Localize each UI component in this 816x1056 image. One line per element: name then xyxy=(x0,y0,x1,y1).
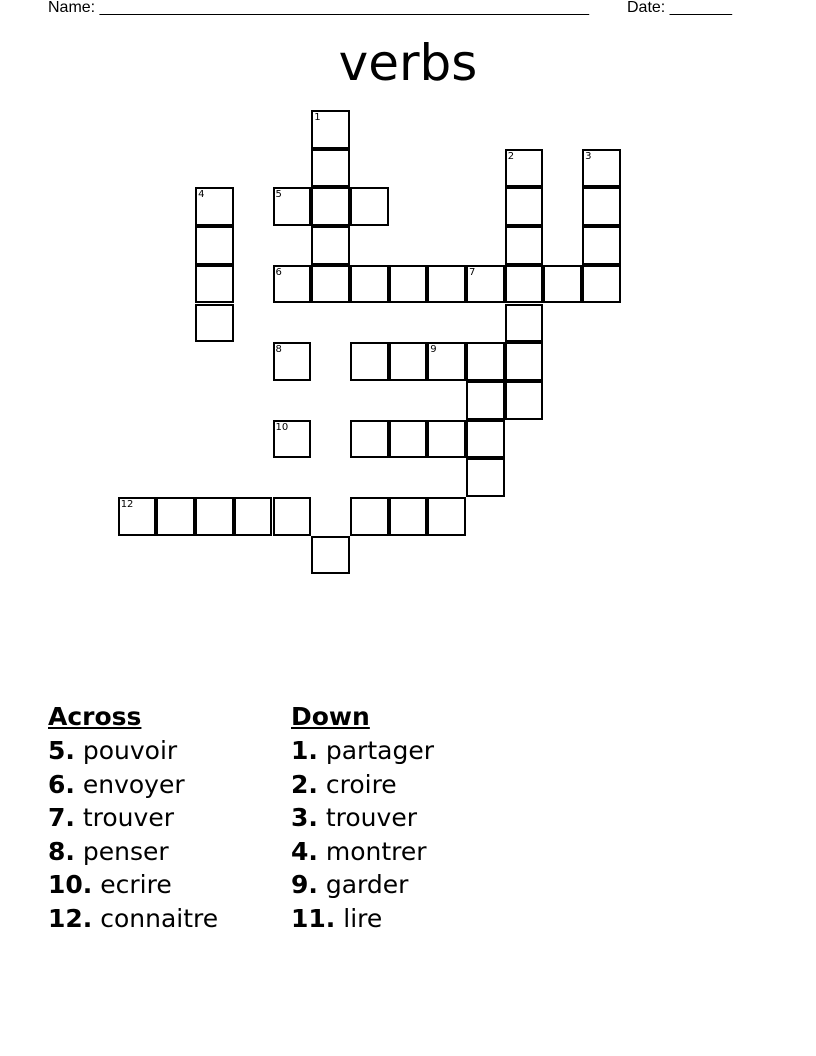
crossword-cell xyxy=(427,342,466,381)
crossword-cell xyxy=(273,420,312,459)
cell-number: 7 xyxy=(469,266,476,278)
down-heading: Down xyxy=(291,702,370,731)
crossword-cell xyxy=(505,187,544,226)
cell-number: 6 xyxy=(275,266,282,278)
crossword-cell xyxy=(350,187,389,226)
crossword-cell xyxy=(195,187,234,226)
crossword-cell xyxy=(350,342,389,381)
cell-number: 9 xyxy=(430,344,437,356)
crossword-cell xyxy=(156,497,195,536)
crossword-cell xyxy=(311,149,350,188)
crossword-cell xyxy=(273,342,312,381)
crossword-cell xyxy=(505,226,544,265)
clue-text: partager xyxy=(325,736,434,765)
clue-text: montrer xyxy=(325,836,427,866)
clue-item xyxy=(291,902,434,936)
crossword-cell xyxy=(350,265,389,304)
crossword-cell xyxy=(195,497,234,536)
cell-number: 4 xyxy=(198,189,205,201)
down-clues xyxy=(291,700,434,935)
crossword-cell xyxy=(273,187,312,226)
crossword-cell xyxy=(505,149,544,188)
clue-number: 2. xyxy=(291,769,318,799)
clue-number: 7. xyxy=(48,803,75,832)
clue-number: 11. xyxy=(291,903,336,933)
clue-number: 1. xyxy=(291,736,318,765)
clue-item xyxy=(291,868,434,902)
clue-item xyxy=(48,835,218,869)
clue-text: trouver xyxy=(325,803,417,832)
date-field: Date: _______ xyxy=(627,0,732,16)
cell-number: 1 xyxy=(314,112,321,123)
clue-text: croire xyxy=(325,769,397,799)
crossword-cell xyxy=(195,304,234,343)
crossword-cell xyxy=(350,497,389,536)
page-title: verbs xyxy=(338,34,478,92)
clue-item xyxy=(291,835,434,869)
crossword-cell xyxy=(543,265,582,304)
clue-item xyxy=(291,801,434,835)
clue-text: trouver xyxy=(82,803,174,832)
crossword-cell xyxy=(466,458,505,497)
crossword-cell xyxy=(311,536,350,575)
crossword-cell xyxy=(195,265,234,304)
cell-number: 8 xyxy=(275,344,282,356)
clue-text: connaitre xyxy=(100,903,219,933)
clue-number: 10. xyxy=(48,870,93,899)
crossword-cell xyxy=(427,497,466,536)
clue-number: 5. xyxy=(48,736,75,765)
crossword-cell xyxy=(466,265,505,304)
crossword-cell xyxy=(582,226,621,265)
crossword-cell xyxy=(273,265,312,304)
crossword-cell xyxy=(234,497,273,536)
clue-item xyxy=(48,868,218,902)
crossword-cell xyxy=(389,342,428,381)
crossword-cell xyxy=(505,381,544,420)
crossword-cell xyxy=(311,265,350,304)
clue-item xyxy=(48,801,218,835)
across-clues xyxy=(48,700,218,935)
clue-item xyxy=(291,768,434,802)
crossword-cell xyxy=(427,265,466,304)
crossword-cell xyxy=(389,420,428,459)
clue-text: pouvoir xyxy=(82,736,178,765)
crossword-cell xyxy=(582,265,621,304)
crossword-cell xyxy=(350,420,389,459)
clue-item xyxy=(291,734,434,768)
clue-item xyxy=(48,734,218,768)
clue-number: 6. xyxy=(48,769,75,799)
crossword-cell xyxy=(118,497,157,536)
cell-number: 5 xyxy=(275,189,282,201)
cell-number: 2 xyxy=(507,150,515,162)
crossword-cell xyxy=(273,497,312,536)
clue-text: garder xyxy=(325,870,409,899)
crossword-cell xyxy=(466,381,505,420)
cell-number: 12 xyxy=(120,499,134,510)
clue-text: envoyer xyxy=(82,769,185,799)
crossword-cell xyxy=(389,265,428,304)
clue-text: lire xyxy=(343,903,383,933)
crossword-cell xyxy=(311,187,350,226)
clue-number: 4. xyxy=(291,836,318,866)
crossword-cell xyxy=(505,265,544,304)
across-heading: Across xyxy=(48,702,142,731)
clue-number: 8. xyxy=(48,836,75,866)
crossword-cell xyxy=(505,342,544,381)
name-field: Name: _______________________________________________________ xyxy=(48,0,589,16)
clue-item xyxy=(48,768,218,802)
crossword-cell xyxy=(466,420,505,459)
crossword-cell xyxy=(195,226,234,265)
crossword-cell xyxy=(389,497,428,536)
crossword-cell xyxy=(427,420,466,459)
clue-item xyxy=(48,902,218,936)
crossword-cell xyxy=(582,149,621,188)
crossword-cell xyxy=(311,226,350,265)
crossword-cell xyxy=(311,110,350,149)
clue-text: penser xyxy=(82,836,169,866)
crossword-cell xyxy=(466,342,505,381)
cell-number: 3 xyxy=(585,150,592,162)
crossword-cell xyxy=(505,304,544,343)
clue-number: 3. xyxy=(291,803,318,832)
clue-text: ecrire xyxy=(100,870,172,899)
clue-number: 9. xyxy=(291,870,318,899)
cell-number: 10 xyxy=(275,421,289,433)
clue-number: 12. xyxy=(48,903,93,933)
crossword-cell xyxy=(582,187,621,226)
